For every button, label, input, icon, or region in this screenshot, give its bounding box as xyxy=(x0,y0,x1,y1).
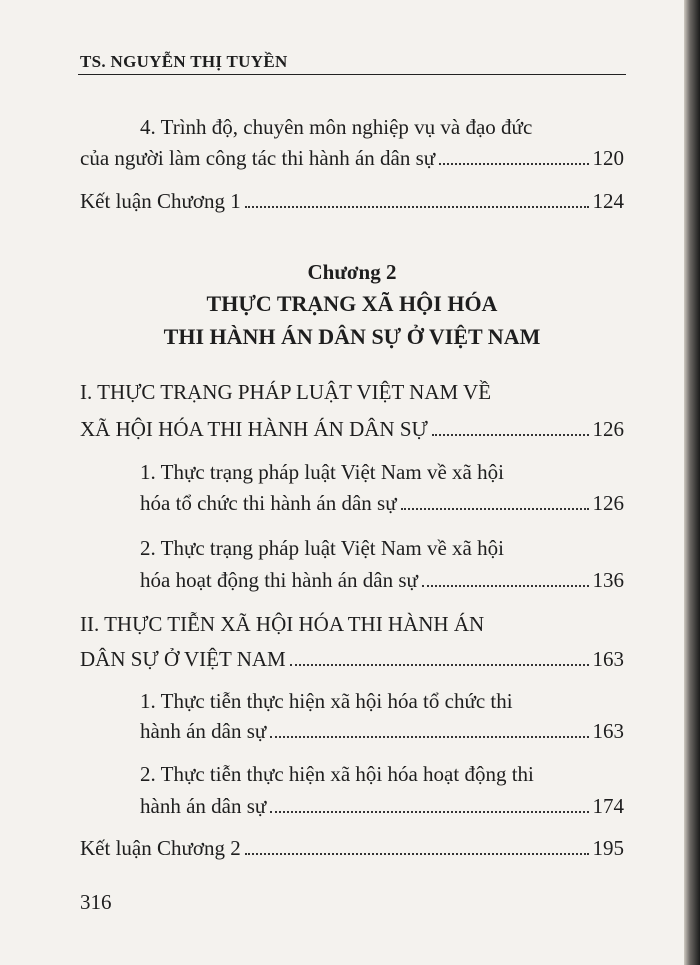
dot-leader xyxy=(290,664,589,666)
page-number: 316 xyxy=(80,890,112,914)
toc-conclusion-chapter-2 xyxy=(80,835,624,861)
dot-leader xyxy=(270,811,588,813)
toc-section-2-2-line1: 2. Thực tiễn thực hiện xã hội hóa hoạt động thi xyxy=(140,762,534,786)
toc-section-2-line1: II. THỰC TIỄN XÃ HỘI HÓA THI HÀNH ÁN xyxy=(80,612,485,636)
toc-page-number: 163 xyxy=(592,719,624,743)
toc-page-number: 136 xyxy=(592,568,624,592)
toc-section-1-2 xyxy=(140,567,624,593)
dot-leader xyxy=(245,853,589,855)
toc-conclusion-chapter-1 xyxy=(80,188,624,214)
toc-section-1-2-line1: 2. Thực trạng pháp luật Việt Nam về xã hội xyxy=(140,536,504,560)
dot-leader xyxy=(270,736,588,738)
toc-section-2-2-line2: hành án dân sự xyxy=(140,794,267,818)
toc-page-number: 120 xyxy=(592,146,624,170)
toc-entry-4-line1: 4. Trình độ, chuyên môn nghiệp vụ và đạo đức xyxy=(140,115,533,139)
dot-leader xyxy=(432,434,589,436)
toc-page-number: 126 xyxy=(592,491,624,515)
dot-leader xyxy=(422,585,589,587)
chapter-title-line1: THỰC TRẠNG XÃ HỘI HÓA xyxy=(206,291,498,316)
toc-conclusion-label: Kết luận Chương 1 xyxy=(80,189,241,213)
toc-page-number: 195 xyxy=(592,836,624,860)
toc-page-number: 174 xyxy=(592,794,624,818)
toc-section-2-1-line1: 1. Thực tiễn thực hiện xã hội hóa tổ chức thi xyxy=(140,689,513,713)
toc-section-2 xyxy=(80,646,624,672)
toc-section-2-line2: DÂN SỰ Ở VIỆT NAM xyxy=(80,647,286,671)
toc-section-1-line2: XÃ HỘI HÓA THI HÀNH ÁN DÂN SỰ xyxy=(80,417,428,441)
toc-section-2-1-line2: hành án dân sự xyxy=(140,719,267,743)
toc-page-number: 124 xyxy=(592,189,624,213)
toc-entry-4 xyxy=(80,145,624,171)
toc-section-2-2 xyxy=(140,793,624,819)
toc-section-1-line1: I. THỰC TRẠNG PHÁP LUẬT VIỆT NAM VỀ xyxy=(80,380,492,404)
toc-page-number: 163 xyxy=(592,647,624,671)
toc-section-1-1-line2: hóa tổ chức thi hành án dân sự xyxy=(140,491,397,515)
toc-entry-4-line2: của người làm công tác thi hành án dân sự xyxy=(80,146,436,170)
toc-conclusion-label: Kết luận Chương 2 xyxy=(80,836,241,860)
toc-section-2-1 xyxy=(140,718,624,744)
dot-leader xyxy=(401,508,589,510)
header-rule xyxy=(78,74,626,75)
book-spine-edge xyxy=(684,0,700,965)
toc-section-1-1 xyxy=(140,490,624,516)
chapter-title-line2: THI HÀNH ÁN DÂN SỰ Ở VIỆT NAM xyxy=(163,324,541,349)
dot-leader xyxy=(245,206,589,208)
dot-leader xyxy=(439,163,588,165)
toc-section-1-2-line2: hóa hoạt động thi hành án dân sự xyxy=(140,568,418,592)
toc-section-1-1-line1: 1. Thực trạng pháp luật Việt Nam về xã hội xyxy=(140,460,504,484)
toc-section-1 xyxy=(80,416,624,442)
chapter-number: Chương 2 xyxy=(307,260,397,284)
toc-page-number: 126 xyxy=(592,417,624,441)
running-head: TS. NGUYỄN THỊ TUYỀN xyxy=(80,52,288,71)
